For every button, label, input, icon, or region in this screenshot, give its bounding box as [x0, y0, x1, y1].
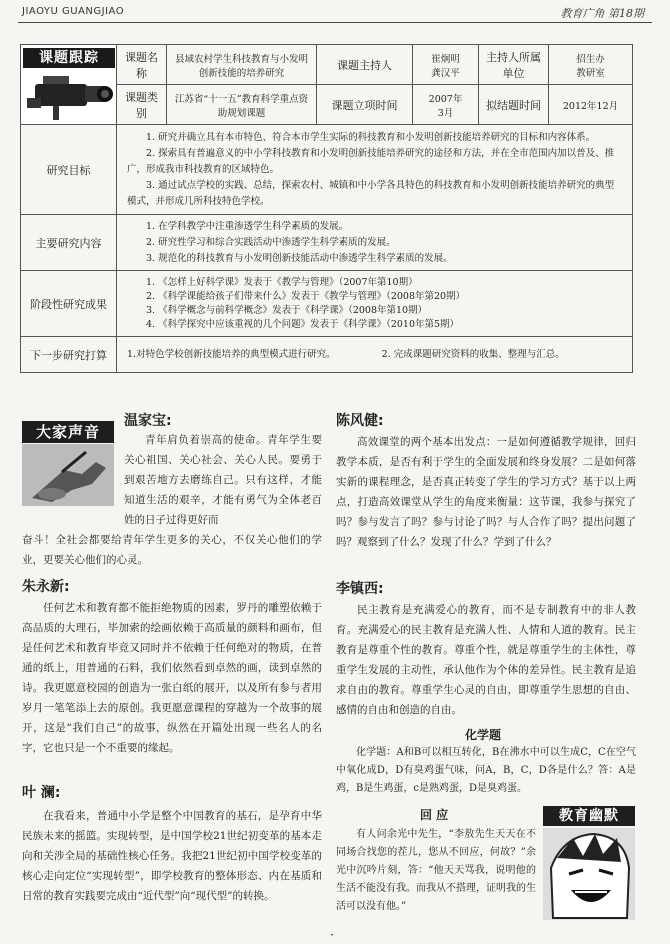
result-item: 3. 《科学概念与前科学概念》发表于《科学课》（2008年第10期） [146, 304, 428, 316]
speech-zhu: 任何艺术和教育都不能拒绝物质的因素，罗丹的雕塑依赖于高品质的大理石，毕加索的绘画依赖于高质量的颜料和画布，但是任何艺术和教育毕竟又同时并不依赖于任何绝对的物质，在普通的纸上，用普通的石料，我们依然看到卓然的画，读到卓然的诗。我更愿意校园的创造为一张白纸的展开，以及所有参与者用岁月一笔笔添上去的原创。我更愿意课程的穿越为一个故事的展开，这是“我们自己”的故事，纵然在开篇处出现一些名人的名字，它也只是一个不重要的缘起。 [22, 602, 322, 754]
riddle-text: 化学题：A和B可以相互转化，B在沸水中可以生成C，C在空气中氧化成D，D有臭鸡蛋气味，问A，B，C，D各是什么？答：A是鸡，B是生鸡蛋，c是熟鸡蛋，D是臭鸡蛋。 [336, 747, 636, 794]
result-item: 4. 《科学探究中应该重视的几个问题》发表于《科学课》（2010年第5期） [146, 318, 460, 330]
content-item: 1. 在学科教学中注重渗透学生科学素质的发展。 [146, 220, 349, 232]
next-plan-2: 2. 完成课题研究资料的收集、整理与汇总。 [381, 348, 565, 360]
riddle-title: 化学题 [465, 728, 502, 742]
speaker-name-zhu: 朱永新: [22, 579, 70, 595]
result-item: 1. 《怎样上好科学课》发表于《教学与管理》（2007年第10期） [146, 276, 418, 288]
speaker-name-li: 李镇西: [336, 581, 384, 597]
speech-wen-a: 青年肩负着崇高的使命。青年学生要关心祖国、关心社会、关心人民。要勇于到艰苦地方去磨练自己。只有这样，才能知道生活的艰辛，才能有勇气为全体老百姓的日子过得更好而 [124, 434, 322, 526]
content-item: 2. 研究性学习和综合实践活动中渗透学生科学素质的发展。 [146, 236, 396, 248]
project-host: 崔炯明 龚汉平 [413, 45, 479, 85]
content-list [117, 215, 633, 271]
header-rule [18, 22, 652, 23]
next-label: 下一步研究打算 [21, 337, 117, 373]
goal-item: 2. 探索具有普遍意义的中小学科技教育和小发明创新技能培养研究的途径和方法，并在全市范围内加以普及、推广，形成我市科技教育的区域特色。 [127, 147, 615, 175]
speaker-name-ye: 叶 澜: [22, 785, 61, 801]
goal-item: 3. 通过试点学校的实践、总结，探索农村、城镇和中小学各具特色的科技教育和小发明创新技能培养研究的典型模式，并形成几所科技特色学校。 [127, 179, 615, 207]
project-type-label: 课题类别 [117, 85, 167, 125]
project-end: 2012年12月 [549, 85, 633, 125]
next-plan [117, 337, 633, 373]
reply-text: 有人问余光中先生，“李敖先生天天在不同场合找您的茬儿，您从不回应，何故？”余光中沉吟片刻，答：“他天天骂我，说明他的生活不能没有我。而我从不搭理，证明我的生活可以没有他。” [336, 829, 536, 912]
results-list [117, 271, 633, 337]
project-unit-label: 主持人所属单位 [479, 45, 549, 85]
speech-ye: 在我看来，普通中小学是整个中国教育的基石，是孕育中华民族未来的摇篮。实现转型，是中国学校21世纪初变革的基本走向和关涉全局的基础性核心任务。我把21世纪初中国学校变革的核心走向定位“实现转型”，即学校教育的整体形态、内在基质和日常的教育实践要完成由“近代型”向“现代型”的转换。 [22, 810, 322, 902]
goal-item: 1. 研究并确立具有本市特色、符合本市学生实际的科技教育和小发明创新技能培养研究的目标和内容体系。 [146, 131, 596, 143]
video-camera-icon [23, 70, 115, 122]
speaker-name-wen: 温家宝: [124, 413, 172, 429]
speech-chen: 高效课堂的两个基本出发点：一是如何遵循教学规律，回归教学本质，是否有利于学生的全面发展和终身发展？二是如何落实新的课程理念，是否真正转变了学生的学习方式？基于以上两点，打造高效课堂从学生的角度来衡量：这节课，我参与探究了吗？参与发言了吗？参与讨论了吗？与人合作了吗？提出问题了吗？观察到了什么？发现了什么？学到了什么？ [336, 436, 636, 548]
project-start: 2007年 3月 [413, 85, 479, 125]
project-start-label: 课题立项时间 [317, 85, 413, 125]
project-host-label: 课题主持人 [317, 45, 413, 85]
project-logo-cell [21, 45, 117, 125]
header-issue-text: 教育广角 第18期 [560, 7, 644, 20]
result-item: 2. 《科学课能给孩子们带来什么》发表于《教学与管理》（2008年第20期） [146, 290, 466, 302]
header-left-text: JIAOYU GUANGJIAO [22, 6, 125, 17]
speech-li: 民主教育是充满爱心的教育，而不是专制教育中的非人教育。充满爱心的民主教育是充满人性、人情和人道的教育。民主教育是尊重个性的教育。尊重个性，就是尊重学生的主体性，尊重学生发展的主动性，承认他作为个体的差异性。民主教育是追求自由的教育。尊重学生心灵的自由，即尊重学生思想的自由、感情的自由和创造的自由。 [336, 604, 636, 716]
next-plan-1: 1.对特色学校创新技能培养的典型模式进行研究。 [127, 348, 336, 360]
content-item: 3. 规范化的科技教育与小发明创新技能活动中渗透学生科学素质的发展。 [146, 252, 453, 264]
results-label: 阶段性研究成果 [21, 271, 117, 337]
project-badge: 课题跟踪 [23, 48, 115, 68]
project-name: 县域农村学生科技教育与小发明创新技能的培养研究 [167, 45, 317, 85]
project-type: 江苏省“十一五”教育科学重点资助规划课题 [167, 85, 317, 125]
project-unit: 招生办 教研室 [549, 45, 633, 85]
speech-wen-b: 奋斗！全社会都要给青年学生更多的关心，不仅关心他们的学业，更要关心他们的心灵。 [22, 534, 322, 566]
speaker-name-chen: 陈风健: [336, 413, 384, 429]
writing-hand-icon [22, 444, 114, 506]
project-name-label: 课题名称 [117, 45, 167, 85]
project-end-label: 拟结题时间 [479, 85, 549, 125]
humor-badge: 教育幽默 [543, 806, 635, 826]
goal-label: 研究目标 [21, 125, 117, 215]
footer-dot: · [330, 928, 334, 942]
cartoon-face-icon [543, 828, 635, 920]
project-table [20, 44, 633, 373]
content-label: 主要研究内容 [21, 215, 117, 271]
goal-list [117, 125, 633, 215]
voices-badge: 大家声音 [22, 421, 114, 443]
reply-title: 回 应 [420, 808, 449, 822]
